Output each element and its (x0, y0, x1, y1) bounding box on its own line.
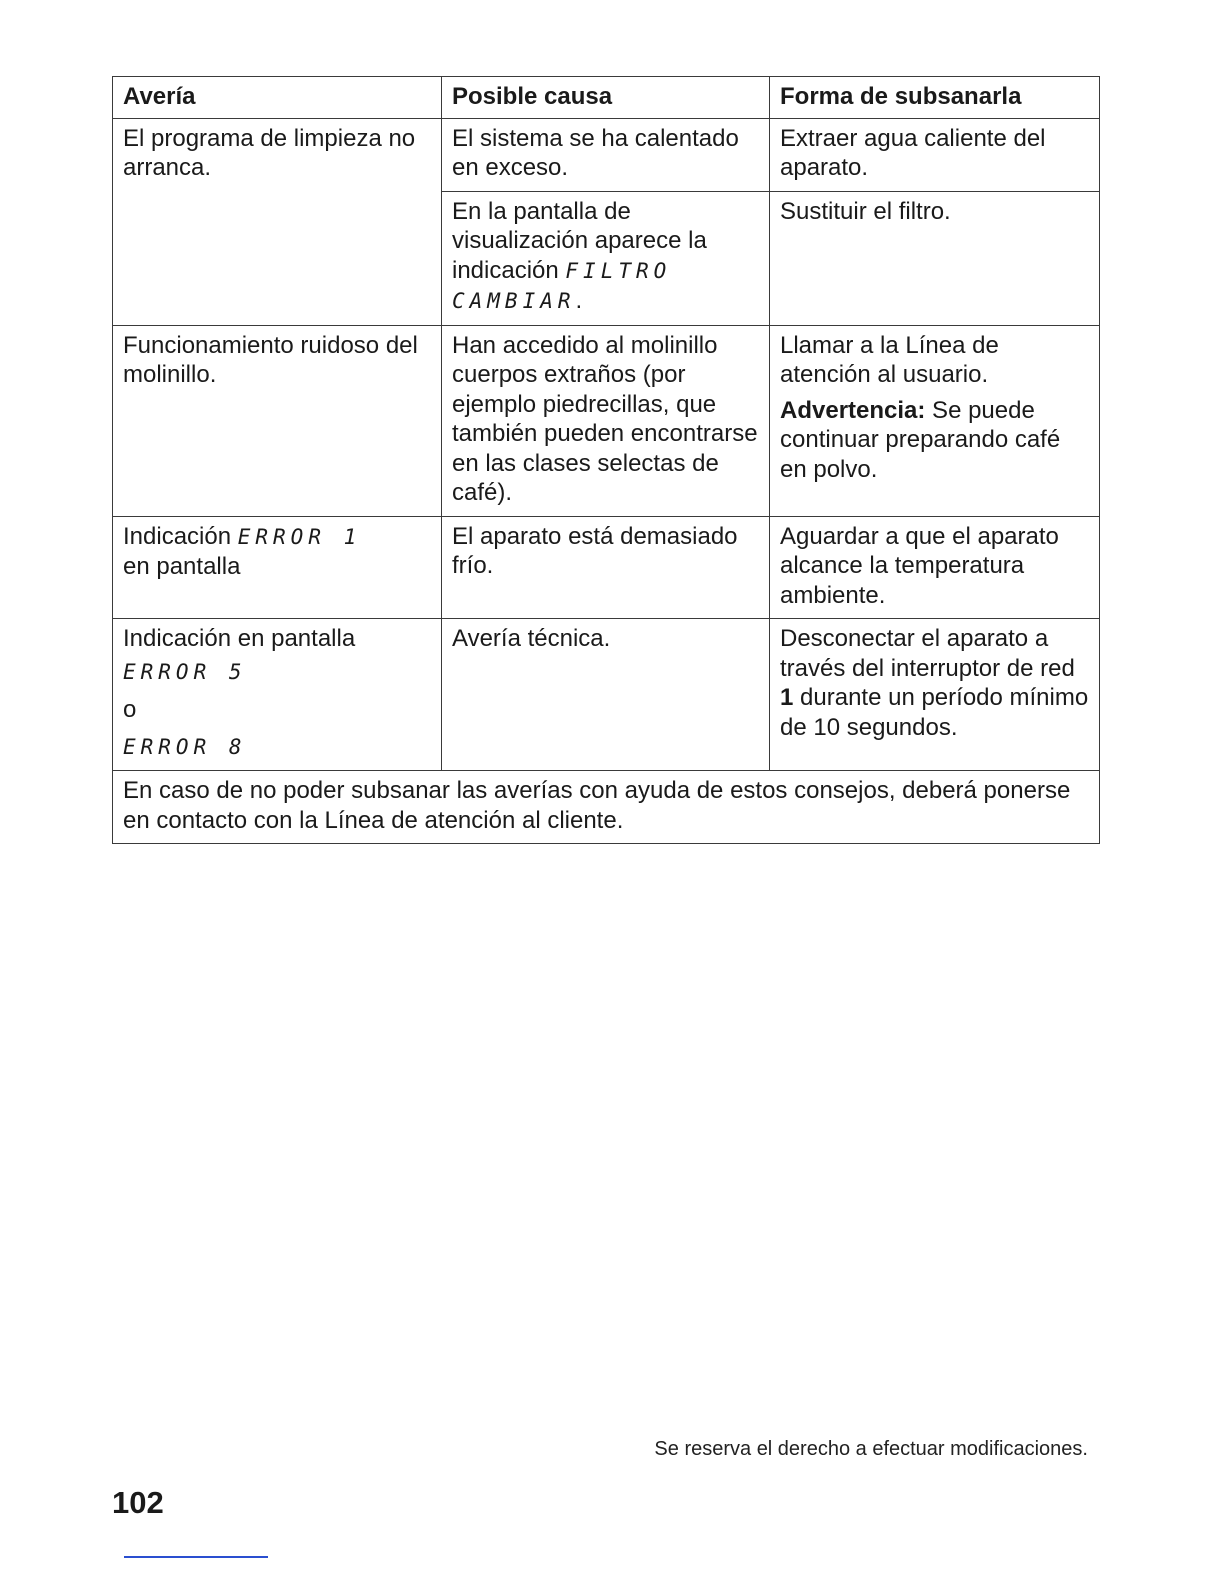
cause-cell: El aparato está demasiado frío. (442, 516, 770, 619)
header-remedy: Forma de subsanarla (770, 77, 1100, 119)
table-row (113, 325, 1100, 516)
remedy-cell: Extraer agua caliente del aparato. (770, 118, 1100, 191)
cause-cell (442, 191, 770, 325)
table-row (113, 619, 1100, 771)
fault-cell (113, 516, 442, 619)
remedy-after: durante un período mínimo de 10 segundos. (780, 684, 1089, 741)
warning-text: Se puede continuar preparando café en polvo. (780, 396, 1061, 483)
warning-label: Advertencia: (780, 396, 926, 424)
troubleshooting-table (112, 76, 1100, 844)
fault-text: Indicación en pantalla (123, 625, 356, 652)
table-footer-row (113, 771, 1100, 844)
cause-end: . (575, 287, 583, 314)
table-row (113, 516, 1100, 619)
header-cause: Posible causa (442, 77, 770, 119)
fault-or: o (123, 696, 137, 723)
lcd-error-1: ERROR 1 (237, 524, 362, 549)
cause-cell: El sistema se ha calentado en exceso. (442, 118, 770, 191)
footer-note: En caso de no poder subsanar las averías con ayuda de estos consejos, deberá ponerse en contacto con la Línea de atención al cliente. (113, 771, 1100, 844)
lcd-cambiar: CAMBIAR (452, 289, 576, 313)
page-number: 102 (112, 1485, 164, 1520)
fault-text: Indicación (123, 522, 232, 550)
lcd-error-8: ERROR 8 (123, 734, 247, 759)
remedy-text: Llamar a la Línea de atención al usuario. (780, 331, 999, 388)
remedy-cell: Sustituir el filtro. (770, 191, 1100, 325)
fault-cell: El programa de limpieza no arranca. (113, 118, 442, 325)
cause-cell: Han accedido al molinillo cuerpos extraños (por ejemplo piedrecillas, que también pueden encontrarse en las clases selectas de café). (442, 325, 770, 516)
table-row (113, 118, 1100, 191)
remedy-cell (770, 325, 1100, 516)
remedy-cell (770, 619, 1100, 771)
lcd-error-5: ERROR 5 (123, 659, 247, 684)
remedy-cell: Aguardar a que el aparato alcance la temperatura ambiente. (770, 516, 1100, 619)
reserve-note: Se reserva el derecho a efectuar modificaciones. (654, 1438, 1088, 1460)
fault-cell (113, 619, 442, 771)
table-header-row (113, 77, 1100, 119)
lcd-filtro: FILTRO (565, 258, 672, 283)
header-fault: Avería (113, 77, 442, 119)
fault-after: en pantalla (123, 553, 241, 580)
fault-cell: Funcionamiento ruidoso del molinillo. (113, 325, 442, 516)
footer-rule (124, 1556, 268, 1558)
remedy-before: Desconectar el aparato a través del interruptor de red (780, 625, 1075, 682)
remedy-bold-number: 1 (780, 684, 794, 711)
cause-text: En la pantalla de visualización aparece la indicación (452, 197, 707, 284)
cause-cell: Avería técnica. (442, 619, 770, 771)
